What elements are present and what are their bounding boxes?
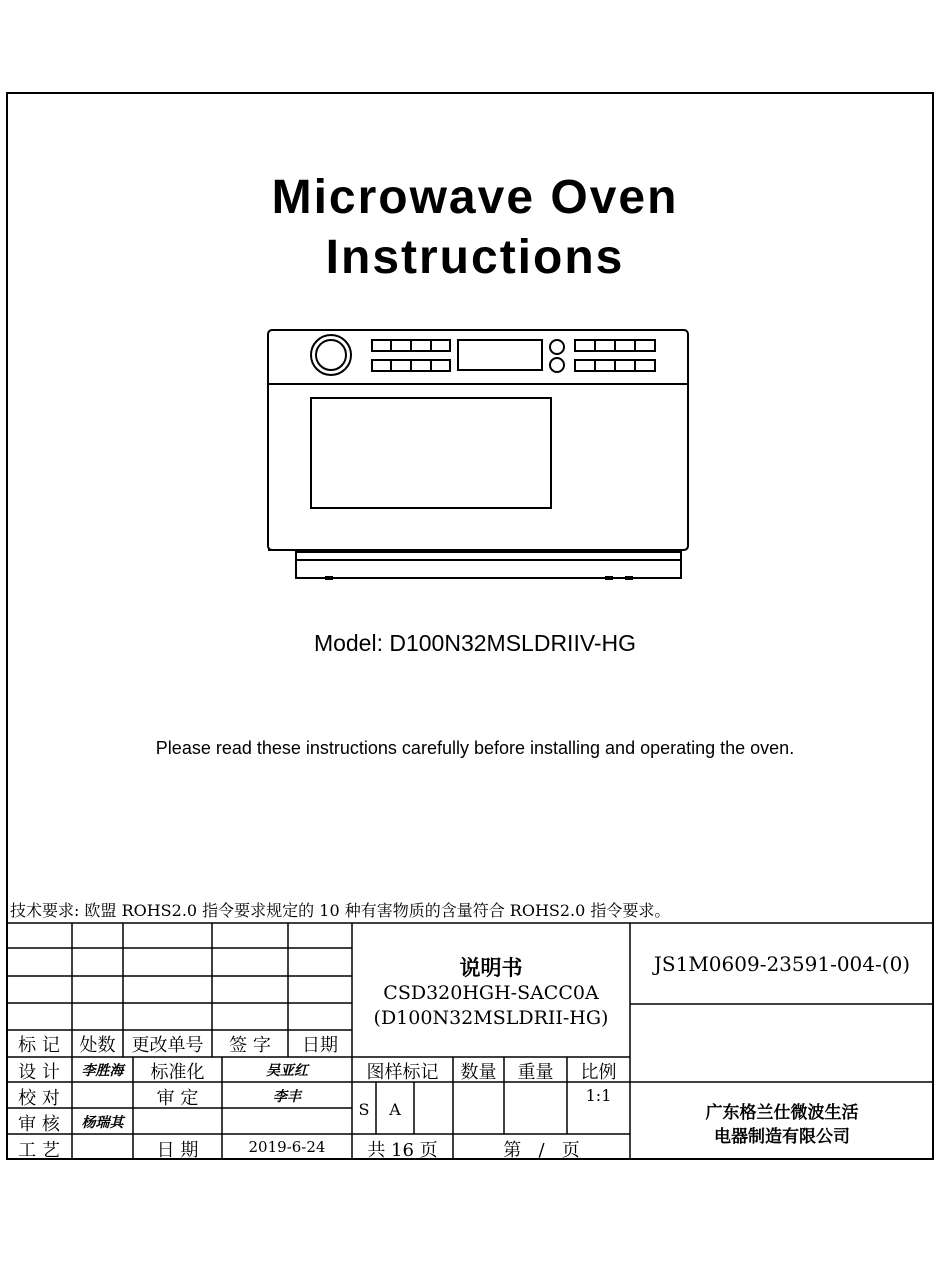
document-title-line2: Instructions (325, 231, 625, 284)
model-number: Model: D100N32MSLDRIIV-HG (313, 630, 637, 656)
header-signature: 签 字 (229, 1035, 271, 1056)
label-weight: 重量 (517, 1062, 554, 1083)
scale-value: 1:1 (585, 1086, 612, 1105)
total-pages: 共 16 页 (367, 1140, 438, 1161)
header-change-no: 更改单号 (131, 1035, 204, 1056)
technical-requirement: 技术要求: 欧盟 ROHS2.0 指令要求规定的 10 种有害物质的含量符合 ROHS2.0 指令要求。 (10, 901, 671, 920)
date-value: 2019-6-24 (248, 1138, 326, 1156)
label-craft: 工 艺 (18, 1140, 60, 1161)
label-design: 设 计 (18, 1062, 60, 1083)
product-code: CSD320HGH-SACC0A (383, 982, 599, 1004)
signature-review: 杨瑞其 (81, 1115, 124, 1131)
label-quantity: 数量 (460, 1062, 497, 1083)
read-instructions-note: Please read these instructions carefully before installing and operating the oven. (155, 738, 795, 758)
header-count: 处数 (79, 1035, 116, 1056)
product-model-code: (D100N32MSLDRII-HG) (373, 1007, 609, 1029)
header-mark: 标 记 (18, 1035, 60, 1056)
label-standardization: 标准化 (150, 1062, 205, 1083)
company-name-line1: 广东格兰仕微波生活 (705, 1103, 859, 1123)
label-date: 日 期 (156, 1140, 199, 1161)
document-number: JS1M0609-23591-004-(0) (653, 952, 911, 976)
company-name-line2: 电器制造有限公司 (714, 1127, 850, 1147)
label-review: 审 核 (18, 1114, 60, 1135)
drawing-mark-a: A (389, 1100, 401, 1119)
signature-approve: 李丰 (273, 1089, 301, 1105)
label-approve: 审 定 (156, 1088, 199, 1109)
label-proofread: 校 对 (18, 1088, 60, 1109)
signature-standardization: 吴亚红 (266, 1063, 308, 1079)
label-drawing-mark: 图样标记 (366, 1062, 439, 1083)
drawing-mark-s: S (358, 1100, 370, 1119)
doc-name: 说明书 (459, 955, 523, 980)
signature-design: 李胜海 (81, 1063, 124, 1079)
label-scale: 比例 (580, 1062, 617, 1083)
page-number: 第 / 页 (503, 1140, 580, 1161)
header-date: 日期 (302, 1035, 338, 1056)
document-title-line1: Microwave Oven (271, 171, 679, 224)
